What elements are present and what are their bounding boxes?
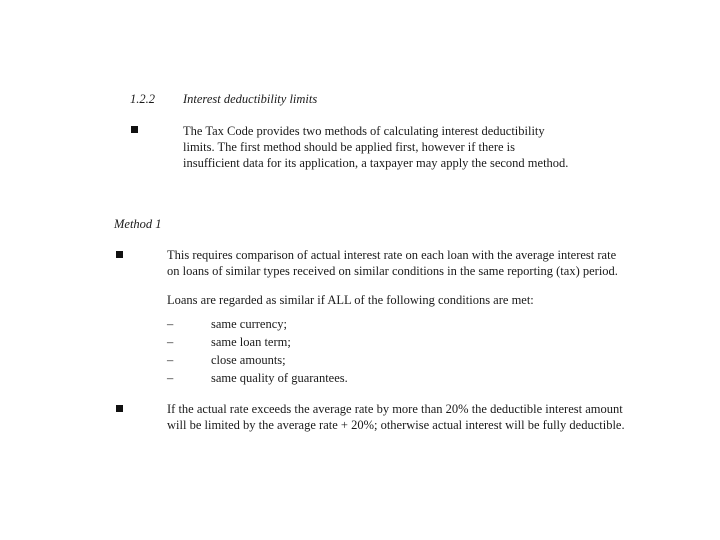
intro-line-3: insufficient data for its application, a taxpayer may apply the second method. — [183, 156, 569, 170]
bullet-icon — [116, 251, 123, 258]
dash-icon: – — [167, 353, 174, 367]
section-number: 1.2.2 — [130, 92, 155, 106]
condition-item: close amounts; — [211, 353, 286, 367]
method-heading: Method 1 — [114, 217, 162, 231]
intro-line-1: The Tax Code provides two methods of calculating interest deductibility — [183, 124, 545, 138]
intro-line-2: limits. The first method should be applied first, however if there is — [183, 140, 515, 154]
condition-item: same loan term; — [211, 335, 291, 349]
method-para2-line-1: If the actual rate exceeds the average rate by more than 20% the deductible interest amount — [167, 402, 623, 416]
method-para1-line-1: This requires comparison of actual interest rate on each loan with the average interest rate — [167, 248, 617, 262]
dash-icon: – — [167, 317, 174, 331]
condition-item: same currency; — [211, 317, 288, 331]
dash-icon: – — [167, 335, 174, 349]
bullet-icon — [116, 405, 123, 412]
dash-icon: – — [167, 371, 174, 385]
method-para2-line-2: will be limited by the average rate + 20%; otherwise actual interest will be fully deductible. — [167, 418, 625, 432]
conditions-intro: Loans are regarded as similar if ALL of the following conditions are met: — [167, 293, 534, 307]
bullet-icon — [131, 126, 138, 133]
method-para1-line-2: on loans of similar types received on similar conditions in the same reporting (tax) period. — [167, 264, 618, 278]
section-title: Interest deductibility limits — [183, 92, 318, 106]
condition-item: same quality of guarantees. — [211, 371, 348, 385]
